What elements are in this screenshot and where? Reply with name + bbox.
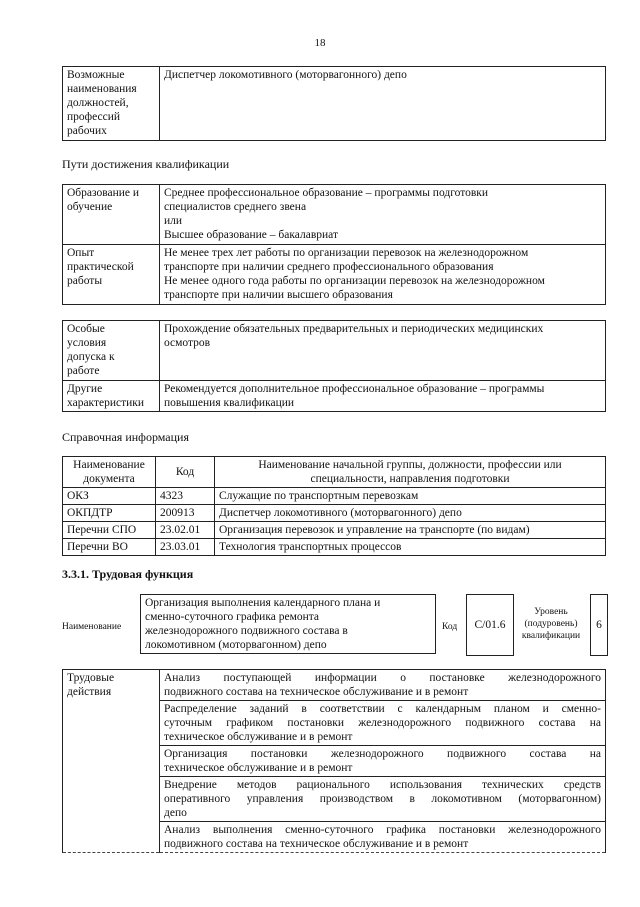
function-name-box: Организация выполнения календарного плана и сменно-суточного графика ремонта железнодорожного подвижного состава в локомотивном (моторвагонном) депо [140,594,436,654]
function-level-box [590,594,608,656]
reference-name-cell: Диспетчер локомотивного (моторвагонного) депо [215,505,606,522]
qualification-path-heading: Пути достижения квалификации [62,157,230,171]
labor-actions-label: Трудовые действия [63,670,160,853]
reference-doc-cell: ОКЗ [63,488,156,505]
positions-label: Возможные наименования должностей, профессий рабочих [63,67,160,141]
other-characteristics-label: Другие характеристики [63,381,160,412]
page-number: 18 [314,37,326,49]
special-conditions-value: Прохождение обязательных предварительных и периодических медицинских осмотров [160,321,606,381]
reference-name-cell: Служащие по транспортным перевозкам [215,488,606,505]
list-item: Распределение заданий в соответствии с календарным планом и сменно- суточным графиком постановки железнодорожного подвижного состава на техническое обслуживание и в ремонт [160,701,606,746]
reference-code-cell: 23.02.01 [156,522,215,539]
reference-name-cell: Организация перевозок и управление на транспорте (по видам) [215,522,606,539]
list-item: Внедрение методов рационального использования технических средств оперативного управления производством в локомотивном (моторвагонном) депо [160,777,606,822]
experience-label: Опыт практической работы [63,245,160,305]
education-label: Образование и обучение [63,185,160,245]
reference-heading: Справочная информация [62,430,189,444]
reference-code-cell: 23.03.01 [156,539,215,556]
education-value: Среднее профессиональное образование – программы подготовки специалистов среднего звена или Высшее образование – бакалавриат [160,185,606,245]
reference-name-cell: Технология транспортных процессов [215,539,606,556]
function-heading: 3.3.1. Трудовая функция [62,567,194,581]
list-item: Анализ выполнения сменно-суточного графика постановки железнодорожного подвижного состава на техническое обслуживание и в ремонт [160,822,606,853]
function-name-label: Наименование [62,622,122,632]
table-row [63,505,606,522]
reference-doc-cell: ОКПДТР [63,505,156,522]
function-code-label: Код [442,622,458,632]
reference-header-doc: Наименование документа [63,457,156,488]
list-item: Анализ поступающей информации о постановке железнодорожного подвижного состава на техническое обслуживание и в ремонт [160,670,606,701]
positions-table [62,66,606,141]
table-row [63,539,606,556]
reference-doc-cell: Перечни ВО [63,539,156,556]
qualification-path-table [62,184,606,305]
table-row [63,488,606,505]
labor-actions-table [62,669,606,853]
function-code-box [466,594,514,656]
conditions-table [62,320,606,412]
special-conditions-label: Особые условия допуска к работе [63,321,160,381]
table-row [63,522,606,539]
reference-table [62,456,606,556]
positions-value: Диспетчер локомотивного (моторвагонного) депо [160,67,606,141]
function-level-label: Уровень (подуровень) квалификации [521,607,581,641]
other-characteristics-value: Рекомендуется дополнительное профессиональное образование – программы повышения квалификации [160,381,606,412]
experience-value: Не менее трех лет работы по организации перевозок на железнодорожном транспорте при наличии среднего профессионального образования Не менее одного года работы по организации перевозок на железнодорожном транспорте при наличии высшего образования [160,245,606,305]
reference-code-cell: 4323 [156,488,215,505]
function-code-value: C/01.6 [474,619,506,631]
function-level-value: 6 [596,619,602,631]
reference-doc-cell: Перечни СПО [63,522,156,539]
reference-code-cell: 200913 [156,505,215,522]
reference-header-name: Наименование начальной группы, должности, профессии или специальности, направления подготовки [215,457,606,488]
reference-header-code: Код [156,457,215,488]
list-item: Организация постановки железнодорожного подвижного состава на техническое обслуживание и в ремонт [160,746,606,777]
